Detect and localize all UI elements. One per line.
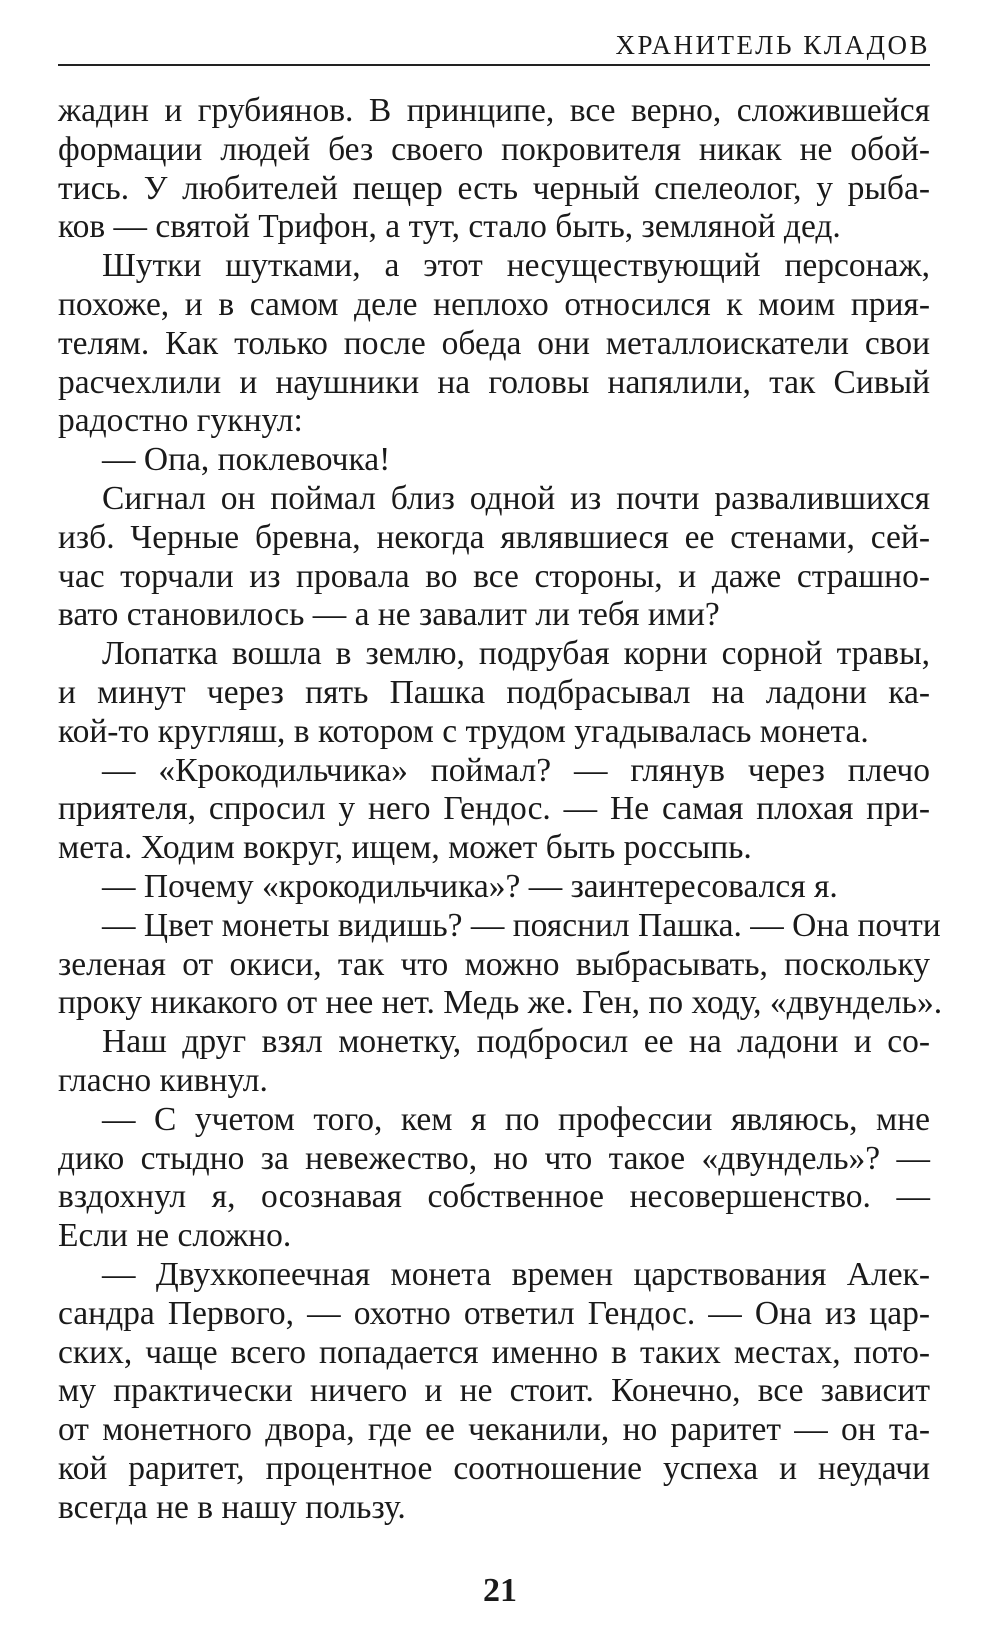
text-line: Наш друг взял монетку, подбросил ее на ладони и со- xyxy=(102,1023,930,1061)
text-line: приятеля, спросил у него Гендос. — Не самая плохая при- xyxy=(58,790,930,828)
body-text xyxy=(58,92,943,1527)
text-line: проку никакого от нее нет. Медь же. Ген, по ходу, «двундель». xyxy=(58,984,943,1022)
text-line: изб. Черные бревна, некогда являвшиеся ее стенами, сей- xyxy=(58,518,930,556)
text-line: — С учетом того, кем я по профессии являюсь, мне xyxy=(102,1100,930,1138)
text-line: тись. У любителей пещер есть черный спелеолог, у рыба- xyxy=(58,169,930,207)
text-line: похоже, и в самом деле неплохо относился к моим прия- xyxy=(58,285,930,323)
text-line: формации людей без своего покровителя никак не обой- xyxy=(58,130,930,168)
text-line: вато становилось — а не завалит ли тебя ими? xyxy=(58,596,720,634)
text-line: телям. Как только после обеда они металлоискатели свои xyxy=(58,324,930,362)
text-line: вздохнул я, осознавая собственное несовершенство. — xyxy=(58,1178,930,1216)
text-line: ков — святой Трифон, а тут, стало быть, земляной дед. xyxy=(58,208,841,246)
text-line: мета. Ходим вокруг, ищем, может быть россыпь. xyxy=(58,829,752,867)
header-rule xyxy=(58,64,930,66)
text-line: кой раритет, процентное соотношение успеха и неудачи xyxy=(58,1449,930,1487)
running-head: ХРАНИТЕЛЬ КЛАДОВ xyxy=(615,30,930,60)
text-line: радостно гукнул: xyxy=(58,402,303,440)
text-line: — «Крокодильчика» поймал? — глянув через плечо xyxy=(102,751,930,789)
text-line: от монетного двора, где ее чеканили, но раритет — он та- xyxy=(58,1411,930,1449)
text-line: кой-то кругляш, в котором с трудом угадывалась монета. xyxy=(58,712,869,750)
page-number: 21 xyxy=(483,1572,517,1609)
text-line: — Двухкопеечная монета времен царствования Алек- xyxy=(102,1255,930,1293)
text-line: зеленая от окиси, так что можно выбрасывать, поскольку xyxy=(58,945,930,983)
text-line: му практически ничего и не стоит. Конечно, все зависит xyxy=(58,1372,930,1410)
text-line: всегда не в нашу пользу. xyxy=(58,1488,406,1526)
text-line: ских, чаще всего попадается именно в таких местах, пото- xyxy=(58,1333,930,1371)
text-line: — Опа, поклевочка! xyxy=(102,441,391,479)
text-line: сандра Первого, — охотно ответил Гендос. — Она из цар- xyxy=(58,1294,930,1332)
text-line: и минут через пять Пашка подбрасывал на ладони ка- xyxy=(58,673,930,711)
text-line: час торчали из провала во все стороны, и даже страшно- xyxy=(58,557,930,595)
text-line: Шутки шутками, а этот несуществующий персонаж, xyxy=(102,247,930,285)
text-line: Если не сложно. xyxy=(58,1217,292,1255)
text-line: Лопатка вошла в землю, подрубая корни сорной травы, xyxy=(102,635,930,673)
text-line: — Цвет монеты видишь? — пояснил Пашка. — Она почти xyxy=(102,906,941,944)
text-line: Сигнал он поймал близ одной из почти развалившихся xyxy=(102,479,930,517)
text-line: — Почему «крокодильчика»? — заинтересовался я. xyxy=(102,867,838,905)
text-line: расчехлили и наушники на головы напялили, так Сивый xyxy=(58,363,930,401)
text-line: гласно кивнул. xyxy=(58,1061,268,1099)
text-line: дико стыдно за невежество, но что такое «двундель»? — xyxy=(58,1139,930,1177)
text-line: жадин и грубиянов. В принципе, все верно, сложившейся xyxy=(58,92,930,129)
